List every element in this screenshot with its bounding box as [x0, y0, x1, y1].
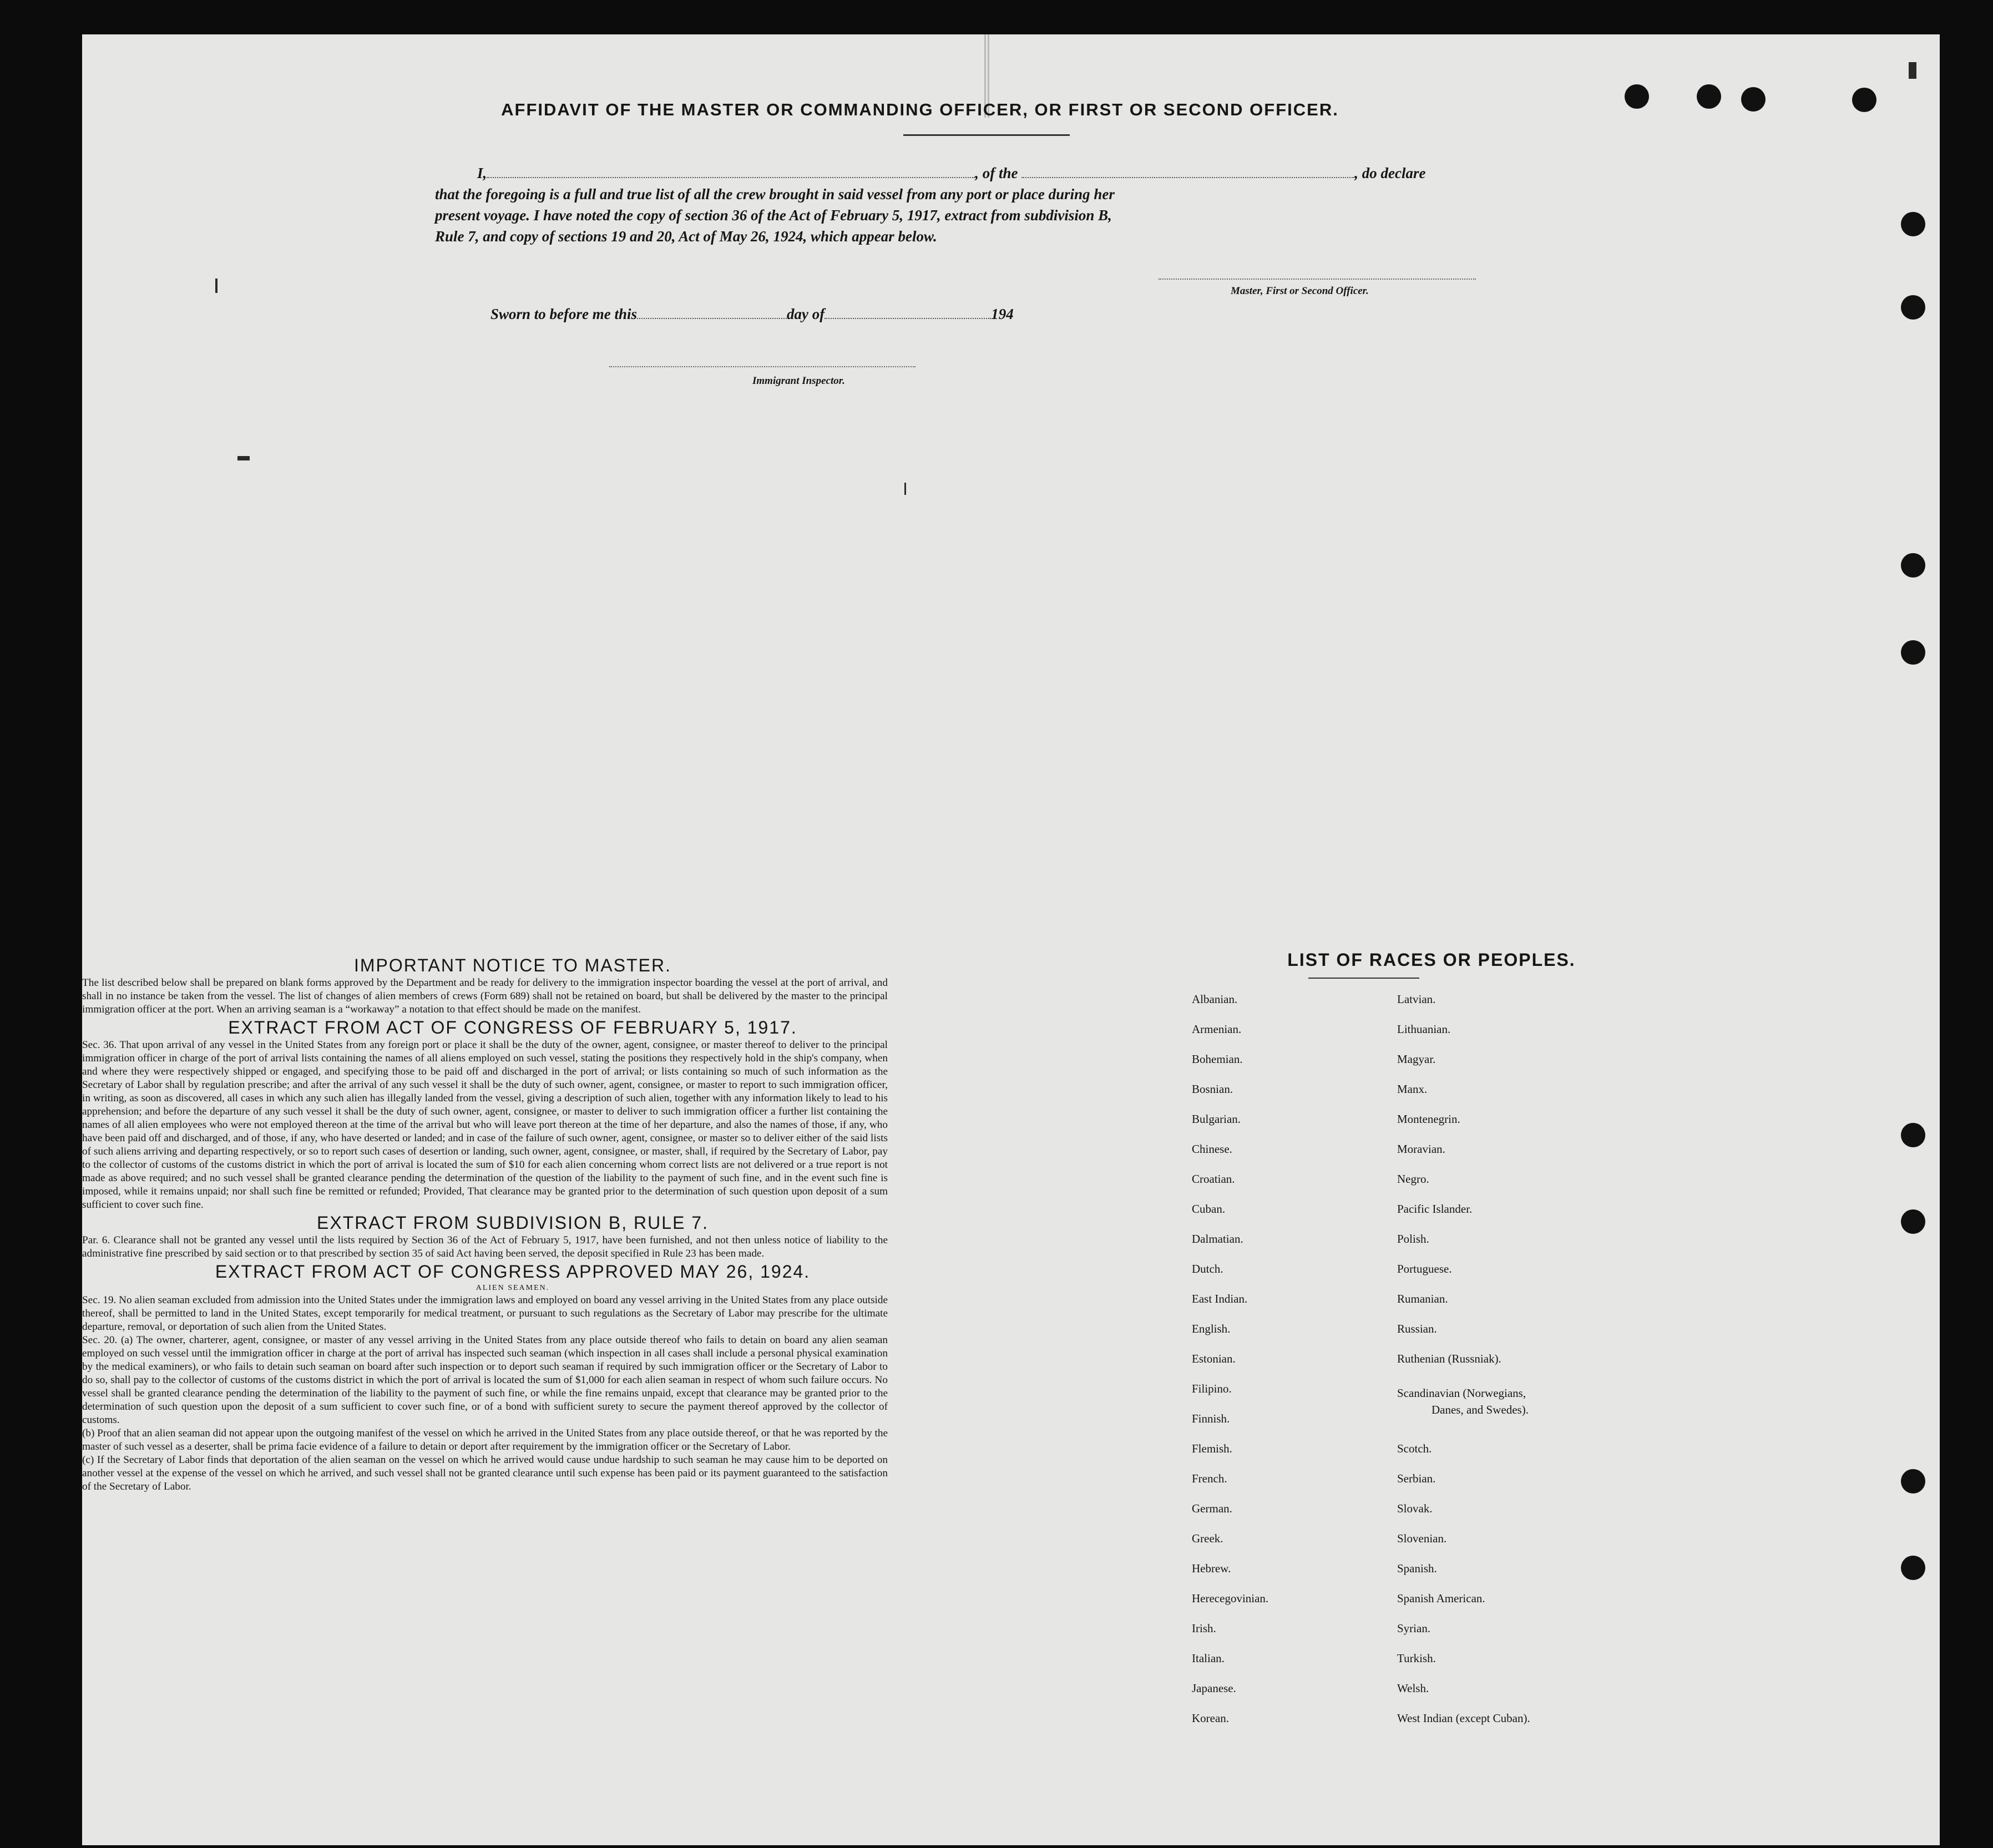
sworn-day-of: day of: [787, 306, 825, 322]
extract2-text: Par. 6. Clearance shall not be granted any vessel until the lists required by Section 36 of the Act of February 5, 1917, have been furnished, and not then unless notice of liability to the administrative fine prescribed by said section or to that prescribed by section 35 of said Act having been served, the deposit specified in Rule 23 has been made.: [82, 1234, 888, 1259]
inspector-signature-line[interactable]: [609, 366, 915, 367]
race-item: Pacific Islander.: [1397, 1202, 1473, 1216]
race-item: Japanese.: [1192, 1682, 1236, 1695]
affidavit-line-1: [477, 163, 1425, 183]
master-signature-label: Master, First or Second Officer.: [1231, 285, 1369, 297]
race-item: Scandinavian (Norwegians,: [1397, 1386, 1526, 1400]
vessel-blank[interactable]: [1021, 165, 1354, 178]
master-signature-line[interactable]: [1159, 279, 1476, 280]
race-item: English.: [1192, 1322, 1231, 1335]
race-item: Croatian.: [1192, 1172, 1235, 1186]
race-item: Negro.: [1397, 1172, 1429, 1186]
race-item: West Indian (except Cuban).: [1397, 1712, 1530, 1725]
race-item: Irish.: [1192, 1622, 1216, 1635]
races-rule: [1308, 978, 1419, 979]
race-item: Estonian.: [1192, 1352, 1236, 1365]
race-item: Scotch.: [1397, 1442, 1432, 1455]
race-item: Bulgarian.: [1192, 1112, 1241, 1126]
scan-mark: [1909, 62, 1916, 79]
race-item: Syrian.: [1397, 1622, 1431, 1635]
notice-title: IMPORTANT NOTICE TO MASTER.: [354, 955, 671, 975]
scan-mark: [215, 279, 217, 293]
punch-hole: [1901, 640, 1925, 665]
extract2-title: EXTRACT FROM SUBDIVISION B, RULE 7.: [317, 1213, 709, 1233]
race-item: Spanish.: [1397, 1562, 1437, 1575]
affidavit-line-4: Rule 7, and copy of sections 19 and 20, Act of May 26, 1924, which appear below.: [435, 228, 937, 245]
race-item: Slovak.: [1397, 1502, 1433, 1515]
important-notice: [82, 954, 888, 1753]
sworn-year: 194: [991, 306, 1014, 322]
race-item: French.: [1192, 1472, 1227, 1485]
race-item: Lithuanian.: [1397, 1022, 1451, 1036]
affidavit-line-3: present voyage. I have noted the copy of section 36 of the Act of February 5, 1917, extract from subdivision B,: [435, 207, 1112, 224]
race-item: Cuban.: [1192, 1202, 1226, 1216]
race-item: Spanish American.: [1397, 1592, 1485, 1605]
race-item: Turkish.: [1397, 1652, 1436, 1665]
sworn-month-blank[interactable]: [824, 306, 991, 319]
race-item: Moravian.: [1397, 1142, 1445, 1156]
sec19-text: Sec. 19. No alien seaman excluded from admission into the United States under the immigration laws and employed on board any vessel arriving in the United States from any place outside thereof, shall be permitted to land in the United States, except temporarily for medical treatment, or pursuant to such regulations as the Secretary of Labor may prescribe for the ultimate departure, removal, or deportation of such alien from the United States.: [82, 1294, 888, 1333]
punch-hole: [1901, 295, 1925, 320]
scan-mark: [237, 456, 250, 460]
race-item: Chinese.: [1192, 1142, 1232, 1156]
race-item: Greek.: [1192, 1532, 1223, 1545]
race-item: Bosnian.: [1192, 1082, 1233, 1096]
race-item: German.: [1192, 1502, 1232, 1515]
race-item: Flemish.: [1192, 1442, 1232, 1455]
race-item: Italian.: [1192, 1652, 1225, 1665]
races-title: LIST OF RACES OR PEOPLES.: [1287, 950, 1576, 970]
race-item: Danes, and Swedes).: [1431, 1403, 1529, 1416]
race-item: Bohemian.: [1192, 1052, 1243, 1066]
punch-hole: [1852, 88, 1876, 112]
punch-hole: [1901, 1556, 1925, 1580]
punch-hole: [1901, 553, 1925, 578]
inspector-label: Immigrant Inspector.: [752, 375, 845, 387]
race-item: Magyar.: [1397, 1052, 1436, 1066]
race-item: Portuguese.: [1397, 1262, 1452, 1275]
race-item: Herecegovinian.: [1192, 1592, 1269, 1605]
race-item: Rumanian.: [1397, 1292, 1448, 1305]
race-item: East Indian.: [1192, 1292, 1248, 1305]
extract3-subhead: ALIEN SEAMEN.: [476, 1284, 550, 1292]
race-item: Albanian.: [1192, 993, 1238, 1006]
race-item: Ruthenian (Russniak).: [1397, 1352, 1501, 1365]
affidavit-of-the: , of the: [975, 165, 1018, 181]
race-item: Dalmatian.: [1192, 1232, 1243, 1245]
race-item: Polish.: [1397, 1232, 1429, 1245]
name-blank[interactable]: [487, 165, 975, 178]
affidavit-i: I,: [477, 165, 487, 181]
race-item: Dutch.: [1192, 1262, 1223, 1275]
extract1-text: Sec. 36. That upon arrival of any vessel in the United States from any foreign port or place it shall be the duty of the owner, agent, consignee, or master thereof to deliver to the principal immigration officer in charge of the port of arrival lists containing the names of all aliens employed on such vessel, stating the positions they respectively hold in the ship's company, when and where they were respectively shipped or engaged, and specifying those to be paid off and discharged in the port of arrival; or lists containing so much of such information as the Secretary of Labor shall by regulation prescribe; and after the arrival of any such vessel it shall be the duty of such owner, agent, consignee, or master to report to such immigration officer, in writing, as soon as discovered, all cases in which any such alien has illegally landed from the vessel, giving a description of such alien, together with any information likely to lead to his apprehension; and before the departure of any such vessel it shall be the duty of such owner, agent, consignee, or master to deliver to such immigration officer a further list containing the names of all alien employees who were not employed thereon at the time of the arrival but who will leave port thereon at the time of her departure, and also the names of those, if any, who have been paid off and discharged, and of those, if any, who have deserted or landed; and in case of the failure of such owner, agent, consignee, or master so to deliver either of the said lists of such aliens arriving and departing respectively, or so to report such cases of desertion or landing, such owner, agent, consignee, or master, shall, if required by the Secretary of Labor, pay to the collector of customs of the customs district in which the port of arrival is located the sum of $10 for each alien concerning whom correct lists are not delivered or a true report is not made as above required; and no such vessel shall be granted clearance pending the determination of the question of the liability to the payment of such fine, and in the event such fine is imposed, while it remains unpaid; nor shall such fine be remitted or refunded; Provided, That clearance may be granted prior to the determination of such question upon deposit of a sum sufficient to cover such fine.: [82, 1039, 888, 1211]
sworn-prefix: Sworn to before me this: [490, 306, 638, 322]
race-item: Filipino.: [1192, 1382, 1232, 1395]
sec20c-text: (c) If the Secretary of Labor finds that deportation of the alien seaman on the vessel on which he arrived would cause undue hardship to such seaman he may cause him to be deported on another vessel at the expense of the vessel on which he arrived, and such vessel shall not be granted clearance until such expense has been paid or its payment guaranteed to the satisfaction of the Secretary of Labor.: [82, 1454, 888, 1492]
extract1-title: EXTRACT FROM ACT OF CONGRESS OF FEBRUARY 5, 1917.: [228, 1017, 797, 1037]
sworn-line: [490, 304, 1014, 324]
title-rule: [903, 134, 1070, 136]
race-item: Welsh.: [1397, 1682, 1429, 1695]
race-item: Hebrew.: [1192, 1562, 1231, 1575]
race-item: Korean.: [1192, 1712, 1230, 1725]
race-item: Slovenian.: [1397, 1532, 1447, 1545]
punch-hole: [1901, 1209, 1925, 1234]
affidavit-line-2: that the foregoing is a full and true list of all the crew brought in said vessel from any port or place during her: [435, 186, 1115, 202]
document-sheet: [82, 34, 1940, 1845]
affidavit-declare: , do declare: [1354, 165, 1426, 181]
sec20a-text: Sec. 20. (a) The owner, charterer, agent, consignee, or master of any vessel arriving in the United States from any place outside thereof who fails to detain on board any alien seaman employed on such vessel until the immigration officer in charge at the port of arrival has inspected such seaman (which inspection in all cases shall include a personal physical examination by the medical examiners), or who fails to detain such seaman on board after such inspection or to deport such seaman if required by such immigration officer or the Secretary of Labor to do so, shall pay to the collector of customs of the customs district in which the port of arrival is located the sum of $1,000 for each alien seaman in respect of whom such failure occurs. No vessel shall be granted clearance pending the determination of the liability to the payment of such fine, or while the fine remains unpaid, except that clearance may be granted prior to the determination of such question upon the deposit of a sum sufficient to cover such fine, or of a bond with sufficient surety to secure the payment thereof approved by the collector of customs.: [82, 1334, 888, 1426]
punch-hole: [1901, 1123, 1925, 1147]
scan-mark: [904, 483, 906, 495]
notice-text: The list described below shall be prepared on blank forms approved by the Department and be ready for delivery to the immigration inspector boarding the vessel at the port of arrival, and shall in no instance be taken from the vessel. The list of changes of alien members of crews (Form 689) shall not be retained on board, but shall be delivered by the master to the principal immigration officer at the port. When an arriving seaman is a “workaway” a notation to that effect should be made on the manifest.: [82, 977, 888, 1015]
affidavit-title: AFFIDAVIT OF THE MASTER OR COMMANDING OFFICER, OR FIRST OR SECOND OFFICER.: [501, 100, 1339, 119]
punch-hole: [1901, 212, 1925, 236]
race-item: Latvian.: [1397, 993, 1436, 1006]
race-item: Russian.: [1397, 1322, 1437, 1335]
punch-hole: [1901, 1469, 1925, 1493]
sec20b-text: (b) Proof that an alien seaman did not appear upon the outgoing manifest of the vessel on which he arrived in the United States from any place outside thereof, or that he was reported by the master of such vessel as a deserter, shall be prima facie evidence of a failure to detain or deport after requirement by the immigration officer or the Secretary of Labor.: [82, 1427, 888, 1452]
sworn-day-blank[interactable]: [637, 306, 787, 319]
race-item: Manx.: [1397, 1082, 1428, 1096]
race-item: Serbian.: [1397, 1472, 1436, 1485]
race-item: Armenian.: [1192, 1022, 1242, 1036]
race-item: Finnish.: [1192, 1412, 1230, 1425]
race-item: Montenegrin.: [1397, 1112, 1460, 1126]
extract3-title: EXTRACT FROM ACT OF CONGRESS APPROVED MAY 26, 1924.: [215, 1262, 811, 1282]
